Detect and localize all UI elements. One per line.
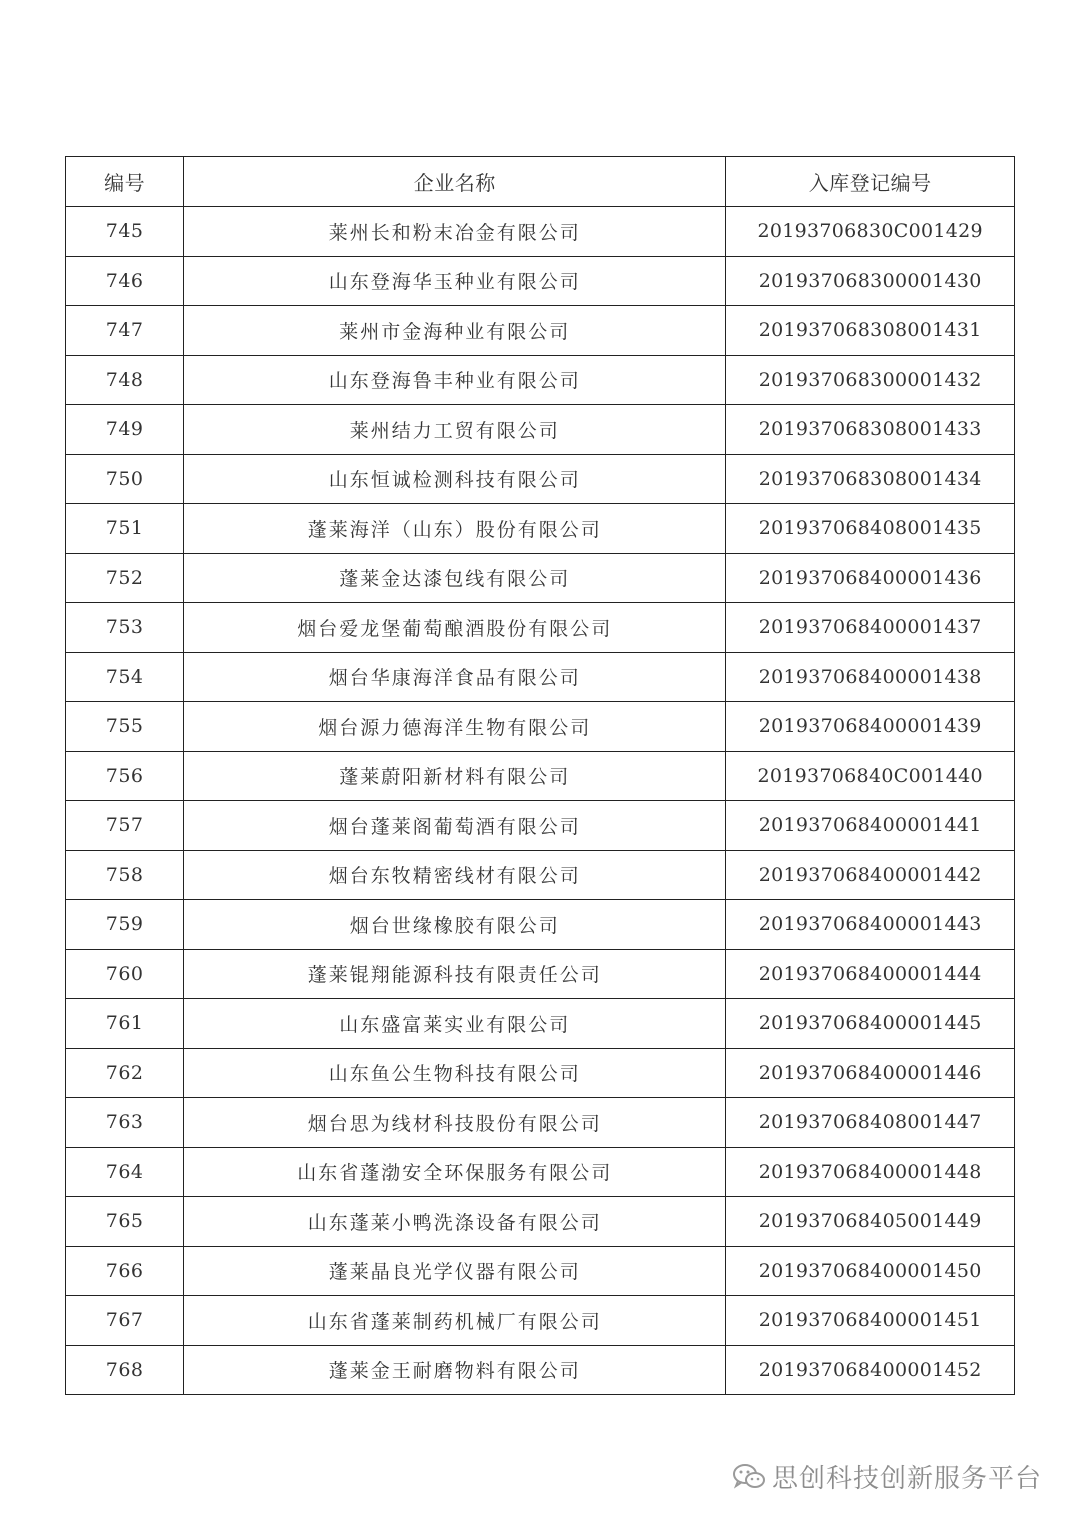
table-row [66, 256, 1015, 306]
table-row [66, 355, 1015, 405]
cell-number: 759 [66, 900, 184, 950]
cell-enterprise-name: 蓬莱晶良光学仪器有限公司 [184, 1246, 726, 1296]
cell-number: 757 [66, 801, 184, 851]
cell-enterprise-name: 山东鱼公生物科技有限公司 [184, 1048, 726, 1098]
cell-number: 755 [66, 702, 184, 752]
cell-registration-number: 201937068400001452 [726, 1345, 1015, 1395]
table-row [66, 405, 1015, 455]
cell-enterprise-name: 烟台爱龙堡葡萄酿酒股份有限公司 [184, 603, 726, 653]
table-row [66, 1048, 1015, 1098]
cell-registration-number: 201937068400001451 [726, 1296, 1015, 1346]
cell-registration-number: 201937068400001448 [726, 1147, 1015, 1197]
cell-registration-number: 20193706830C001429 [726, 207, 1015, 257]
cell-registration-number: 201937068400001445 [726, 999, 1015, 1049]
cell-enterprise-name: 蓬莱金达漆包线有限公司 [184, 553, 726, 603]
cell-registration-number: 201937068408001435 [726, 504, 1015, 554]
table-row [66, 454, 1015, 504]
cell-number: 745 [66, 207, 184, 257]
cell-registration-number: 201937068400001437 [726, 603, 1015, 653]
cell-number: 761 [66, 999, 184, 1049]
cell-registration-number: 201937068308001434 [726, 454, 1015, 504]
cell-registration-number: 201937068400001443 [726, 900, 1015, 950]
header-number: 编号 [66, 157, 184, 207]
cell-registration-number: 201937068400001438 [726, 652, 1015, 702]
table-body [66, 207, 1015, 1395]
cell-registration-number: 201937068400001442 [726, 850, 1015, 900]
cell-number: 763 [66, 1098, 184, 1148]
table-header-row [66, 157, 1015, 207]
cell-number: 754 [66, 652, 184, 702]
cell-number: 768 [66, 1345, 184, 1395]
cell-enterprise-name: 蓬莱锟翔能源科技有限责任公司 [184, 949, 726, 999]
cell-number: 767 [66, 1296, 184, 1346]
table-row [66, 504, 1015, 554]
cell-enterprise-name: 山东恒诚检测科技有限公司 [184, 454, 726, 504]
enterprise-table [65, 156, 1015, 1395]
table-row [66, 603, 1015, 653]
cell-enterprise-name: 烟台蓬莱阁葡萄酒有限公司 [184, 801, 726, 851]
cell-enterprise-name: 烟台华康海洋食品有限公司 [184, 652, 726, 702]
table-row [66, 702, 1015, 752]
header-registration-number: 入库登记编号 [726, 157, 1015, 207]
wechat-icon [732, 1462, 766, 1492]
table-row [66, 949, 1015, 999]
cell-registration-number: 201937068400001450 [726, 1246, 1015, 1296]
cell-registration-number: 201937068400001446 [726, 1048, 1015, 1098]
cell-enterprise-name: 山东登海鲁丰种业有限公司 [184, 355, 726, 405]
table-row [66, 1345, 1015, 1395]
table-row [66, 207, 1015, 257]
cell-enterprise-name: 莱州结力工贸有限公司 [184, 405, 726, 455]
table-row [66, 306, 1015, 356]
table-row [66, 1098, 1015, 1148]
cell-number: 752 [66, 553, 184, 603]
cell-number: 758 [66, 850, 184, 900]
table-row [66, 850, 1015, 900]
cell-enterprise-name: 烟台东牧精密线材有限公司 [184, 850, 726, 900]
table-row [66, 1197, 1015, 1247]
table-row [66, 553, 1015, 603]
cell-number: 760 [66, 949, 184, 999]
table-row [66, 1147, 1015, 1197]
cell-registration-number: 201937068400001444 [726, 949, 1015, 999]
cell-enterprise-name: 莱州长和粉末冶金有限公司 [184, 207, 726, 257]
cell-number: 746 [66, 256, 184, 306]
cell-enterprise-name: 蓬莱金王耐磨物料有限公司 [184, 1345, 726, 1395]
cell-enterprise-name: 山东盛富莱实业有限公司 [184, 999, 726, 1049]
cell-number: 764 [66, 1147, 184, 1197]
watermark [732, 1458, 1042, 1495]
cell-registration-number: 201937068308001433 [726, 405, 1015, 455]
cell-enterprise-name: 烟台世缘橡胶有限公司 [184, 900, 726, 950]
cell-registration-number: 20193706840C001440 [726, 751, 1015, 801]
cell-enterprise-name: 蓬莱蔚阳新材料有限公司 [184, 751, 726, 801]
cell-enterprise-name: 山东登海华玉种业有限公司 [184, 256, 726, 306]
cell-registration-number: 201937068308001431 [726, 306, 1015, 356]
cell-number: 750 [66, 454, 184, 504]
cell-number: 753 [66, 603, 184, 653]
cell-number: 766 [66, 1246, 184, 1296]
cell-number: 747 [66, 306, 184, 356]
cell-registration-number: 201937068405001449 [726, 1197, 1015, 1247]
cell-number: 762 [66, 1048, 184, 1098]
cell-number: 751 [66, 504, 184, 554]
cell-number: 765 [66, 1197, 184, 1247]
cell-registration-number: 201937068400001441 [726, 801, 1015, 851]
table-row [66, 900, 1015, 950]
cell-registration-number: 201937068400001436 [726, 553, 1015, 603]
cell-enterprise-name: 山东蓬莱小鸭洗涤设备有限公司 [184, 1197, 726, 1247]
cell-registration-number: 201937068400001439 [726, 702, 1015, 752]
cell-enterprise-name: 山东省蓬莱制药机械厂有限公司 [184, 1296, 726, 1346]
cell-registration-number: 201937068300001432 [726, 355, 1015, 405]
table-row [66, 1296, 1015, 1346]
header-enterprise-name: 企业名称 [184, 157, 726, 207]
cell-enterprise-name: 蓬莱海洋（山东）股份有限公司 [184, 504, 726, 554]
table-row [66, 652, 1015, 702]
cell-enterprise-name: 烟台源力德海洋生物有限公司 [184, 702, 726, 752]
cell-number: 756 [66, 751, 184, 801]
cell-number: 749 [66, 405, 184, 455]
table-row [66, 751, 1015, 801]
table-row [66, 999, 1015, 1049]
cell-number: 748 [66, 355, 184, 405]
cell-registration-number: 201937068300001430 [726, 256, 1015, 306]
watermark-text: 思创科技创新服务平台 [771, 1464, 1042, 1494]
cell-registration-number: 201937068408001447 [726, 1098, 1015, 1148]
table-row [66, 1246, 1015, 1296]
table-row [66, 801, 1015, 851]
cell-enterprise-name: 莱州市金海种业有限公司 [184, 306, 726, 356]
cell-enterprise-name: 山东省蓬渤安全环保服务有限公司 [184, 1147, 726, 1197]
cell-enterprise-name: 烟台思为线材科技股份有限公司 [184, 1098, 726, 1148]
